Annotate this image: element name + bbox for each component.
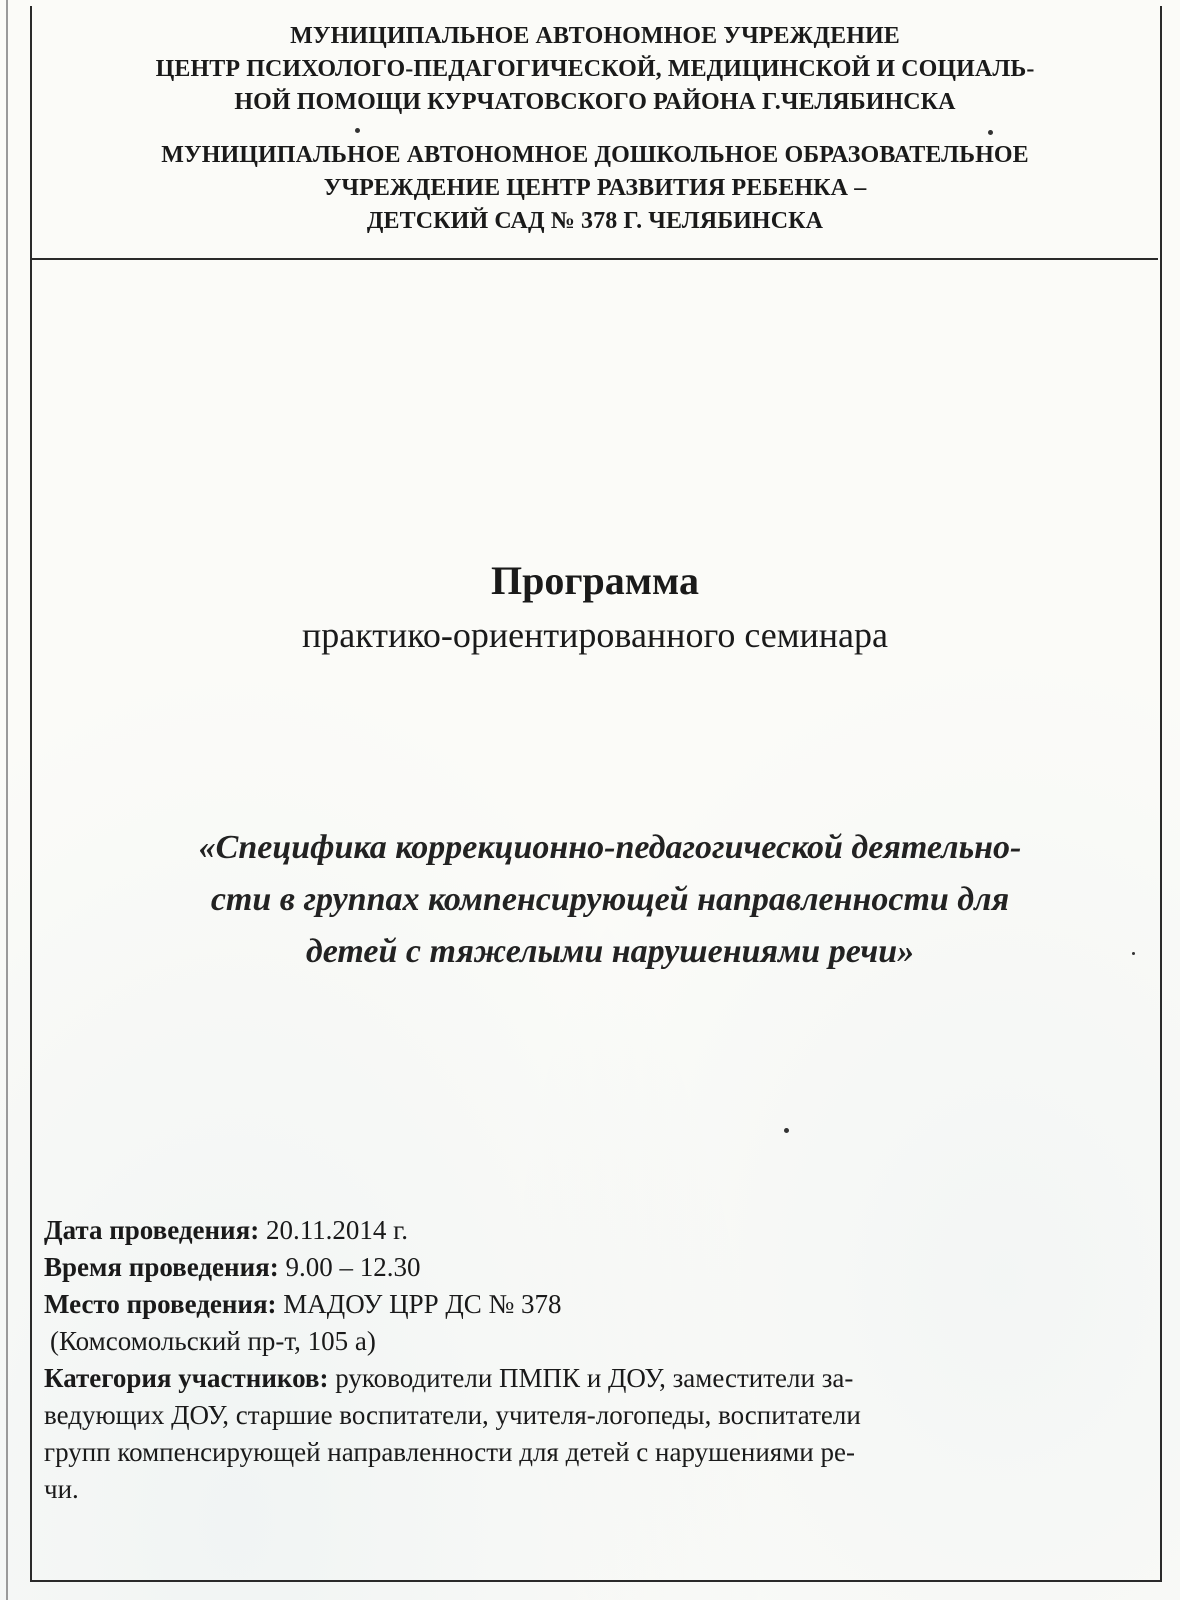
time-row xyxy=(44,1249,1128,1286)
place-value: МАДОУ ЦРР ДС № 378 xyxy=(276,1289,562,1319)
page-subtitle: практико-ориентированного семинара xyxy=(302,615,888,655)
participants-row xyxy=(44,1360,1128,1397)
place-address: (Комсомольский пр-т, 105 а) xyxy=(50,1326,376,1356)
scan-speck xyxy=(1132,952,1135,955)
page-edge-line xyxy=(6,0,8,1600)
header-divider xyxy=(32,258,1158,260)
date-label: Дата проведения: xyxy=(44,1215,260,1245)
time-label: Время проведения: xyxy=(44,1252,279,1282)
header-line: ЦЕНТР ПСИХОЛОГО-ПЕДАГОГИЧЕСКОЙ, МЕДИЦИНСКОЙ И СОЦИАЛЬ- xyxy=(155,56,1035,82)
participants-text: ведующих ДОУ, старшие воспитатели, учителя-логопеды, воспитатели xyxy=(44,1400,861,1430)
header-block-kindergarten xyxy=(32,139,1158,238)
place-label: Место проведения: xyxy=(44,1289,277,1319)
theme-line: детей с тяжелыми нарушениями речи» xyxy=(305,933,915,970)
theme-line: «Специфика коррекционно-педагогической деятельно- xyxy=(198,829,1022,866)
date-value: 20.11.2014 г. xyxy=(259,1215,408,1245)
date-row xyxy=(44,1212,1128,1249)
header-line: МУНИЦИПАЛЬНОЕ АВТОНОМНОЕ ДОШКОЛЬНОЕ ОБРАЗОВАТЕЛЬНОЕ xyxy=(161,142,1029,168)
header-line: УЧРЕЖДЕНИЕ ЦЕНТР РАЗВИТИЯ РЕБЕНКА – xyxy=(323,175,867,201)
participants-label: Категория участников: xyxy=(44,1363,329,1393)
seminar-details xyxy=(44,1212,1128,1508)
header-line: НОЙ ПОМОЩИ КУРЧАТОВСКОГО РАЙОНА Г.ЧЕЛЯБИНСКА xyxy=(234,89,956,115)
participants-text: чи. xyxy=(44,1474,79,1504)
scan-speck xyxy=(355,128,360,133)
scan-speck xyxy=(784,1128,789,1133)
participants-text: групп компенсирующей направленности для детей с нарушениями ре- xyxy=(44,1437,855,1467)
page-title: Программа xyxy=(491,558,699,603)
header-line: ДЕТСКИЙ САД № 378 Г. ЧЕЛЯБИНСКА xyxy=(366,208,824,234)
place-row xyxy=(44,1286,1128,1323)
scan-speck xyxy=(988,130,993,135)
time-value: 9.00 – 12.30 xyxy=(278,1252,421,1282)
header-line: МУНИЦИПАЛЬНОЕ АВТОНОМНОЕ УЧРЕЖДЕНИЕ xyxy=(290,23,900,49)
seminar-theme xyxy=(110,822,1110,978)
institution-header xyxy=(32,20,1158,238)
participants-text: руководители ПМПК и ДОУ, заместители за- xyxy=(328,1363,854,1393)
header-block-center xyxy=(32,20,1158,119)
theme-line: сти в группах компенсирующей направленности для xyxy=(210,881,1010,918)
